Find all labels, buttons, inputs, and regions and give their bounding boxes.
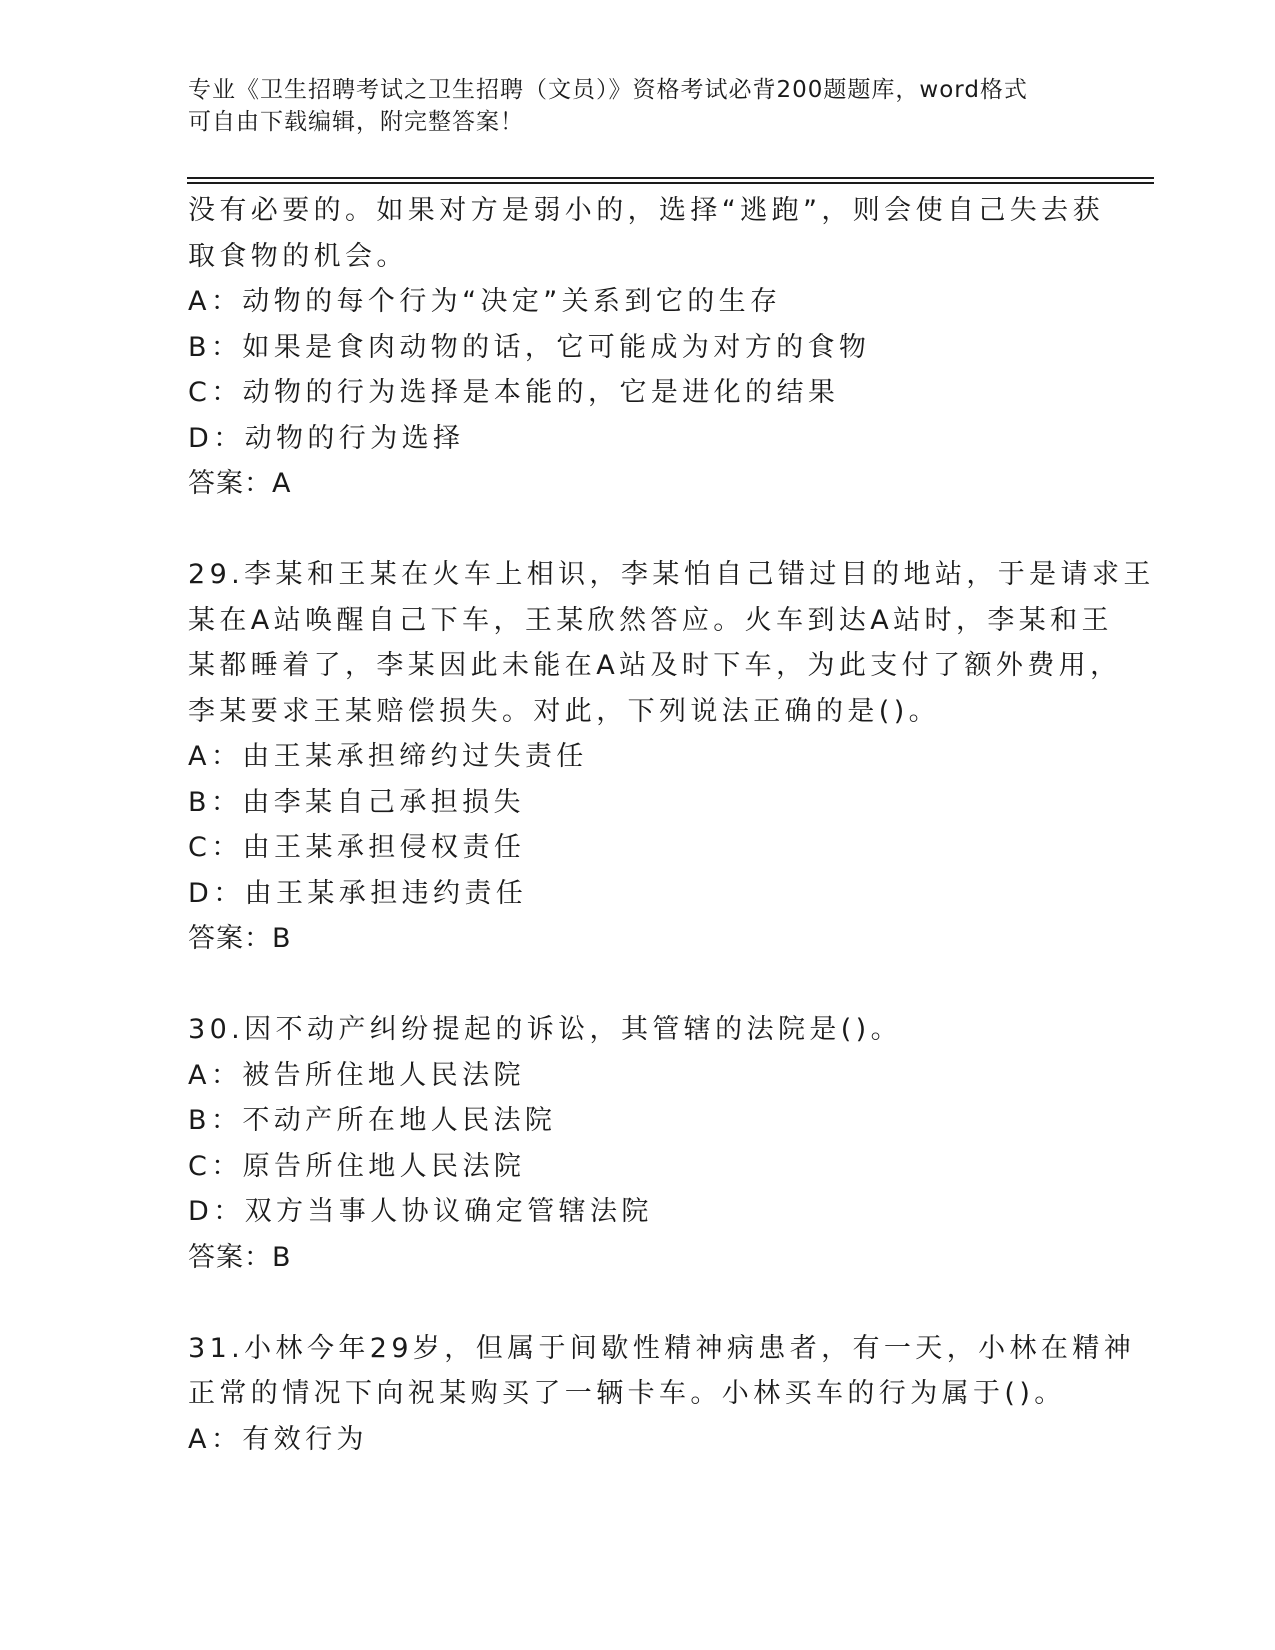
header-line-1: 专业《卫生招聘考试之卫生招聘（文员）》资格考试必背200题题库，word格式: [188, 77, 1028, 103]
option-b: B：由李某自己承担损失: [188, 786, 525, 818]
option-a: A：有效行为: [188, 1423, 368, 1455]
option-b: B：不动产所在地人民法院: [188, 1105, 557, 1136]
spacer: [188, 507, 1088, 553]
question-31: [188, 1326, 1136, 1463]
option-c: C：原告所住地人民法院: [188, 1150, 526, 1182]
header-rule-bottom: [187, 182, 1154, 184]
question-text-line: 李某要求王某赔偿损失。对此，下列说法正确的是()。: [188, 695, 941, 727]
question-text-line: 没有必要的。如果对方是弱小的，选择“逃跑”，则会使自己失去获: [188, 195, 1104, 226]
question-text-line: 31.小林今年29岁，但属于间歇性精神病患者，有一天，小林在精神: [188, 1332, 1136, 1364]
question-content: [188, 188, 1155, 1462]
option-d: D：动物的行为选择: [188, 422, 465, 454]
question-continuation: [188, 188, 1104, 507]
spacer: [188, 1280, 1088, 1326]
document-header: [188, 74, 1088, 138]
option-a: A：被告所住地人民法院: [188, 1059, 525, 1091]
answer: 答案：B: [188, 1241, 292, 1273]
question-text-line: 某都睡着了，李某因此未能在A站及时下车，为此支付了额外费用，: [188, 650, 1122, 681]
header-rule-top: [187, 177, 1154, 179]
question-text-line: 30.因不动产纠纷提起的诉讼，其管辖的法院是()。: [188, 1014, 903, 1045]
header-line-2: 可自由下载编辑，附完整答案！: [188, 109, 524, 135]
option-b: B：如果是食肉动物的话，它可能成为对方的食物: [188, 331, 871, 363]
question-text-line: 正常的情况下向祝某购买了一辆卡车。小林买车的行为属于()。: [188, 1378, 1066, 1409]
question-text-line: 某在A站唤醒自己下车，王某欣然答应。火车到达A站时，李某和王: [188, 604, 1113, 636]
question-text-line: 取食物的机会。: [188, 240, 408, 272]
question-30: [188, 1007, 1088, 1280]
answer: 答案：A: [188, 468, 292, 499]
option-a: A：动物的每个行为“决定”关系到它的生存: [188, 286, 782, 317]
spacer: [188, 962, 1088, 1008]
option-d: D：双方当事人协议确定管辖法院: [188, 1196, 653, 1227]
option-a: A：由王某承担缔约过失责任: [188, 741, 588, 772]
option-d: D：由王某承担违约责任: [188, 877, 528, 909]
option-c: C：动物的行为选择是本能的，它是进化的结果: [188, 377, 840, 408]
question-text-line: 29.李某和王某在火车上相识，李某怕自己错过目的地站，于是请求王: [188, 559, 1155, 590]
question-29: [188, 552, 1155, 962]
option-c: C：由王某承担侵权责任: [188, 832, 526, 863]
answer: 答案：B: [188, 923, 292, 954]
